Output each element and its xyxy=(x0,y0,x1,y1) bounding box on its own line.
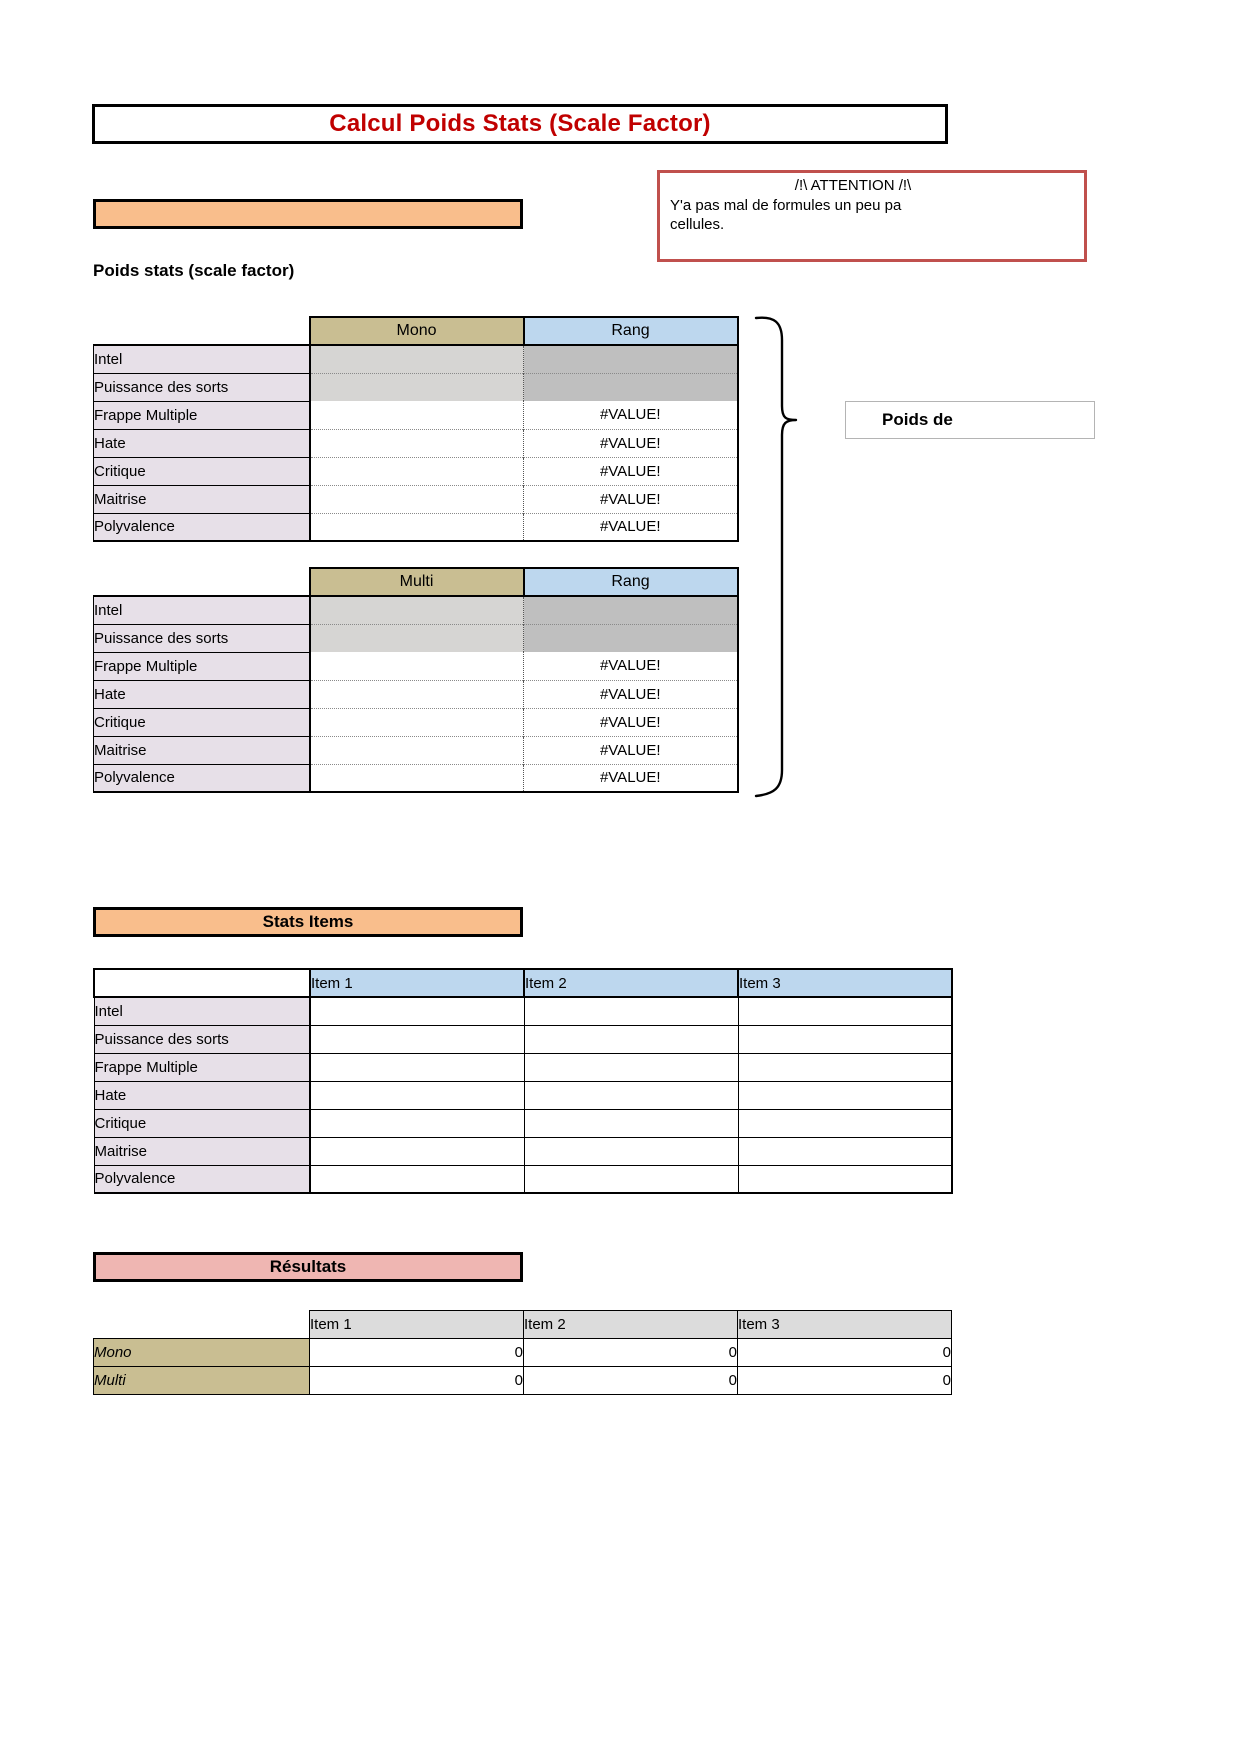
stats-items-title: Stats Items xyxy=(262,912,354,931)
row-label-puissance-des-sorts: Puissance des sorts xyxy=(94,373,310,401)
cell-mono-item-1[interactable]: 0 xyxy=(310,1339,524,1367)
column-header-rang: Rang xyxy=(524,568,738,596)
row-label-critique: Critique xyxy=(94,1109,310,1137)
table-row xyxy=(94,1109,952,1137)
cell-rang-hate[interactable]: #VALUE! xyxy=(524,429,738,457)
cell-multi-frappe[interactable] xyxy=(310,652,524,680)
cell-mono-item-3[interactable]: 0 xyxy=(738,1339,952,1367)
stats-items-banner xyxy=(93,907,523,937)
cell-frappe-item-3[interactable] xyxy=(738,1053,952,1081)
cell-rang-frappe[interactable]: #VALUE! xyxy=(524,401,738,429)
column-header-multi: Multi xyxy=(310,568,524,596)
cell-maitrise-item-1[interactable] xyxy=(310,1137,524,1165)
row-label-polyvalence: Polyvalence xyxy=(94,513,310,541)
mono-weights-table xyxy=(93,316,739,542)
column-header-item-3: Item 3 xyxy=(738,969,952,997)
row-label-maitrise: Maitrise xyxy=(94,485,310,513)
cell-mono-polyvalence[interactable] xyxy=(310,513,524,541)
cell-hate-item-3[interactable] xyxy=(738,1081,952,1109)
table-header-row xyxy=(94,568,738,596)
cell-mono-critique[interactable] xyxy=(310,457,524,485)
attention-line-1: Y'a pas mal de formules un peu pa xyxy=(670,196,902,214)
cell-rang-hate[interactable]: #VALUE! xyxy=(524,680,738,708)
cell-multi-item-2[interactable]: 0 xyxy=(524,1367,738,1395)
row-label-critique: Critique xyxy=(94,457,310,485)
cell-multi-critique[interactable] xyxy=(310,708,524,736)
cell-rang-critique[interactable]: #VALUE! xyxy=(524,457,738,485)
cell-frappe-item-1[interactable] xyxy=(310,1053,524,1081)
cell-multi-maitrise[interactable] xyxy=(310,736,524,764)
cell-hate-item-2[interactable] xyxy=(524,1081,738,1109)
table-row xyxy=(94,736,738,764)
table-row xyxy=(94,429,738,457)
cell-puissance-item-2[interactable] xyxy=(524,1025,738,1053)
corner-cell xyxy=(94,969,310,997)
attention-line-2: cellules. xyxy=(670,216,725,234)
row-label-hate: Hate xyxy=(94,1081,310,1109)
cell-polyvalence-item-3[interactable] xyxy=(738,1165,952,1193)
table-row xyxy=(94,708,738,736)
table-row xyxy=(94,680,738,708)
table-row xyxy=(94,485,738,513)
multi-weights-table xyxy=(93,567,739,793)
attention-heading: /!\ ATTENTION /!\ xyxy=(794,177,912,194)
table-row xyxy=(94,457,738,485)
table-row xyxy=(94,1081,952,1109)
table-row xyxy=(94,997,952,1025)
cell-rang-critique[interactable]: #VALUE! xyxy=(524,708,738,736)
cell-frappe-item-2[interactable] xyxy=(524,1053,738,1081)
cell-critique-item-1[interactable] xyxy=(310,1109,524,1137)
table-row xyxy=(94,652,738,680)
row-label-hate: Hate xyxy=(94,429,310,457)
row-label-multi: Multi xyxy=(94,1367,310,1395)
table-row xyxy=(94,345,738,373)
row-label-polyvalence: Polyvalence xyxy=(94,1165,310,1193)
row-label-intel: Intel xyxy=(94,997,310,1025)
row-label-critique: Critique xyxy=(94,708,310,736)
table-row xyxy=(94,764,738,792)
resultats-table xyxy=(93,1310,952,1395)
page-title: Calcul Poids Stats (Scale Factor) xyxy=(329,110,711,137)
cell-hate-item-1[interactable] xyxy=(310,1081,524,1109)
table-row xyxy=(94,1367,952,1395)
table-header-row xyxy=(94,969,952,997)
resultats-banner xyxy=(93,1252,523,1282)
cell-intel-item-3[interactable] xyxy=(738,997,952,1025)
cell-multi-item-1[interactable]: 0 xyxy=(310,1367,524,1395)
cell-critique-item-3[interactable] xyxy=(738,1109,952,1137)
row-label-puissance-des-sorts: Puissance des sorts xyxy=(94,1025,310,1053)
table-row xyxy=(94,1137,952,1165)
cell-multi-intel[interactable] xyxy=(310,596,524,624)
row-label-polyvalence: Polyvalence xyxy=(94,764,310,792)
column-header-mono: Mono xyxy=(310,317,524,345)
cell-mono-hate[interactable] xyxy=(310,429,524,457)
cell-polyvalence-item-1[interactable] xyxy=(310,1165,524,1193)
table-header-row xyxy=(94,1311,952,1339)
table-row xyxy=(94,401,738,429)
row-label-frappe-multiple: Frappe Multiple xyxy=(94,401,310,429)
table-row xyxy=(94,1339,952,1367)
cell-rang-puissance[interactable] xyxy=(524,624,738,652)
cell-puissance-item-1[interactable] xyxy=(310,1025,524,1053)
cell-polyvalence-item-2[interactable] xyxy=(524,1165,738,1193)
cell-rang-polyvalence[interactable]: #VALUE! xyxy=(524,764,738,792)
column-header-item-1: Item 1 xyxy=(310,969,524,997)
table-row xyxy=(94,596,738,624)
table-header-row xyxy=(94,317,738,345)
poids-callout-box xyxy=(845,401,1095,439)
cell-mono-maitrise[interactable] xyxy=(310,485,524,513)
cell-multi-item-3[interactable]: 0 xyxy=(738,1367,952,1395)
column-header-item-3: Item 3 xyxy=(738,1311,952,1339)
row-label-intel: Intel xyxy=(94,596,310,624)
column-header-item-2: Item 2 xyxy=(524,1311,738,1339)
row-label-puissance-des-sorts: Puissance des sorts xyxy=(94,624,310,652)
table-row xyxy=(94,1165,952,1193)
cell-intel-item-1[interactable] xyxy=(310,997,524,1025)
cell-maitrise-item-2[interactable] xyxy=(524,1137,738,1165)
cell-multi-polyvalence[interactable] xyxy=(310,764,524,792)
column-header-item-2: Item 2 xyxy=(524,969,738,997)
table-row xyxy=(94,513,738,541)
cell-mono-frappe[interactable] xyxy=(310,401,524,429)
cell-multi-hate[interactable] xyxy=(310,680,524,708)
cell-rang-polyvalence[interactable]: #VALUE! xyxy=(524,513,738,541)
corner-cell xyxy=(94,317,310,345)
row-label-mono: Mono xyxy=(94,1339,310,1367)
cell-mono-intel[interactable] xyxy=(310,345,524,373)
table-row xyxy=(94,373,738,401)
cell-rang-intel[interactable] xyxy=(524,345,738,373)
cell-maitrise-item-3[interactable] xyxy=(738,1137,952,1165)
curly-brace-connector xyxy=(752,310,804,802)
cell-critique-item-2[interactable] xyxy=(524,1109,738,1137)
cell-rang-frappe[interactable]: #VALUE! xyxy=(524,652,738,680)
cell-multi-puissance[interactable] xyxy=(310,624,524,652)
column-header-rang: Rang xyxy=(524,317,738,345)
orange-empty-banner[interactable] xyxy=(93,199,523,229)
corner-cell xyxy=(94,1311,310,1339)
table-row xyxy=(94,1053,952,1081)
corner-cell xyxy=(94,568,310,596)
poids-callout-label: Poids de xyxy=(882,410,953,429)
curly-brace-icon xyxy=(752,310,804,802)
column-header-item-1: Item 1 xyxy=(310,1311,524,1339)
poids-stats-caption: Poids stats (scale factor) xyxy=(93,261,295,280)
cell-mono-puissance[interactable] xyxy=(310,373,524,401)
cell-intel-item-2[interactable] xyxy=(524,997,738,1025)
resultats-title: Résultats xyxy=(269,1257,347,1276)
page-title-banner xyxy=(92,104,948,144)
table-row xyxy=(94,624,738,652)
table-row xyxy=(94,1025,952,1053)
cell-rang-maitrise[interactable]: #VALUE! xyxy=(524,736,738,764)
cell-rang-puissance[interactable] xyxy=(524,373,738,401)
row-label-maitrise: Maitrise xyxy=(94,1137,310,1165)
cell-rang-intel[interactable] xyxy=(524,596,738,624)
row-label-intel: Intel xyxy=(94,345,310,373)
row-label-maitrise: Maitrise xyxy=(94,736,310,764)
stats-items-table xyxy=(93,968,953,1194)
row-label-frappe-multiple: Frappe Multiple xyxy=(94,652,310,680)
cell-mono-item-2[interactable]: 0 xyxy=(524,1339,738,1367)
attention-callout xyxy=(657,170,1087,262)
row-label-hate: Hate xyxy=(94,680,310,708)
cell-puissance-item-3[interactable] xyxy=(738,1025,952,1053)
row-label-frappe-multiple: Frappe Multiple xyxy=(94,1053,310,1081)
cell-rang-maitrise[interactable]: #VALUE! xyxy=(524,485,738,513)
